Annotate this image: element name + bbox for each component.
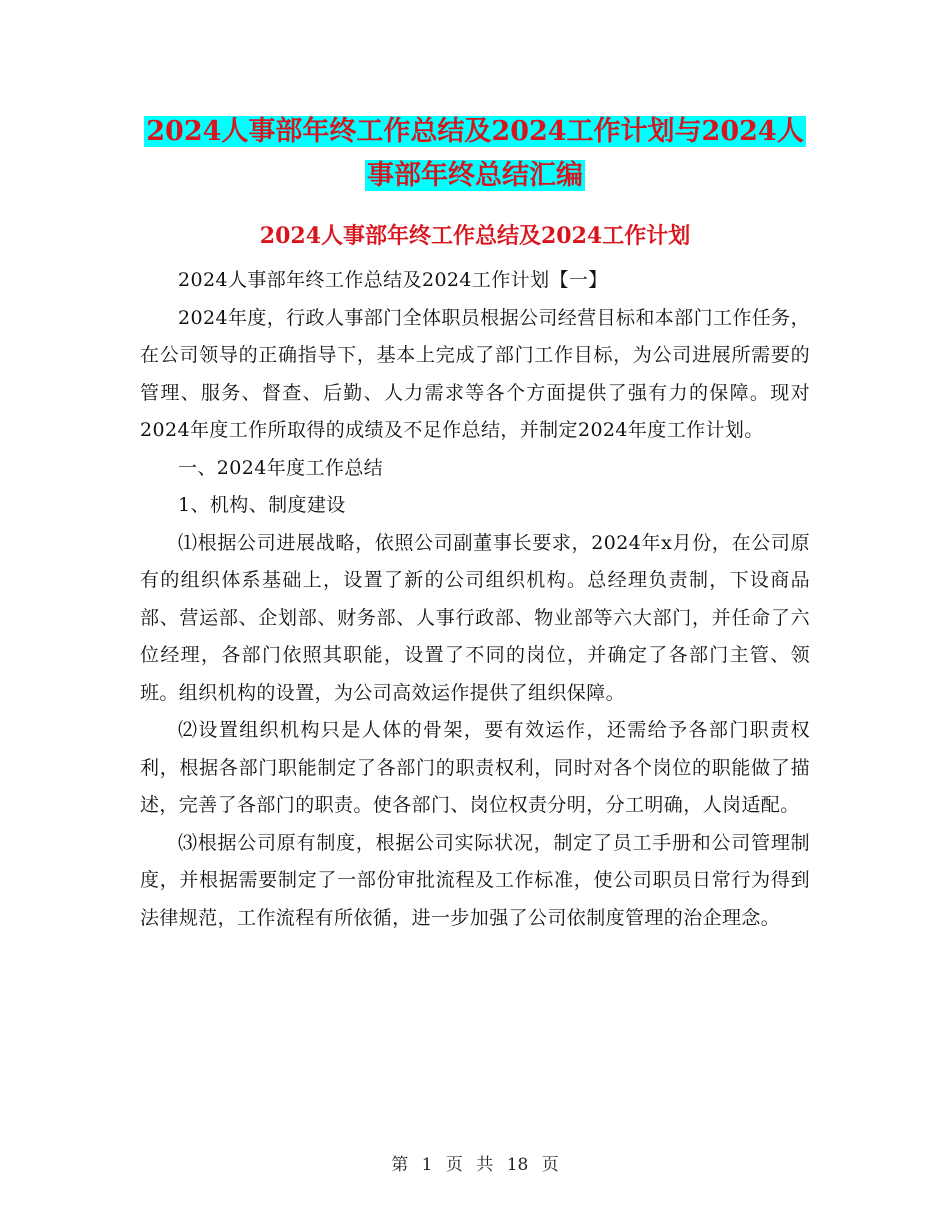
footer-page-number: 1 <box>421 1155 433 1175</box>
footer-ye-2: 页 <box>541 1155 559 1175</box>
paragraph: ⑵设置组织机构只是人体的骨架，要有效运作，还需给予各部门职责权利，根据各部门职能制定了各部门的职责权利，同时对各个岗位的职能做了描述，完善了各部门的职责。使各部门、岗位权责分明，分工明确，人岗适配。 <box>140 719 810 816</box>
document-body <box>140 262 810 937</box>
page-footer <box>0 1153 950 1177</box>
title-line-1: 2024人事部年终工作总结及2024工作计划与2024人 <box>146 116 804 147</box>
footer-gong: 共 <box>476 1155 494 1175</box>
paragraph-subsection-heading: 1、机构、制度建设 <box>178 494 346 516</box>
paragraph-section-heading: 一、2024年度工作总结 <box>178 456 384 479</box>
footer-ye: 页 <box>445 1155 463 1175</box>
paragraph-heading: 2024人事部年终工作总结及2024工作计划【一】 <box>178 269 608 291</box>
footer-total-pages: 18 <box>506 1155 529 1175</box>
paragraph: 2024年度，行政人事部门全体职员根据公司经营目标和本部门工作任务，在公司领导的正确指导下，基本上完成了部门工作目标，为公司进展所需要的管理、服务、督查、后勤、人力需求等各个方面提供了强有力的保障。现对2024年度工作所取得的成绩及不足作总结，并制定2024年度工作计划。 <box>140 306 810 441</box>
paragraph: ⑶根据公司原有制度，根据公司实际状况，制定了员工手册和公司管理制度，并根据需要制定了一部份审批流程及工作标准，使公司职员日常行为得到法律规范，工作流程有所依循，进一步加强了公司依制度管理的治企理念。 <box>140 831 810 929</box>
paragraph: ⑴根据公司进展战略，依照公司副董事长要求，2024年x月份，在公司原有的组织体系基础上，设置了新的公司组织机构。总经理负责制，下设商品部、营运部、企划部、财务部、人事行政部、物业部等六大部门，并任命了六位经理，各部门依照其职能，设置了不同的岗位，并确定了各部门主管、领班。组织机构的设置，为公司高效运作提供了组织保障。 <box>140 531 810 704</box>
title-line-2: 事部年终总结汇编 <box>367 160 583 191</box>
footer-di: 第 <box>391 1155 409 1175</box>
section-subtitle: 2024人事部年终工作总结及2024工作计划 <box>259 223 691 249</box>
document-title <box>140 110 810 198</box>
